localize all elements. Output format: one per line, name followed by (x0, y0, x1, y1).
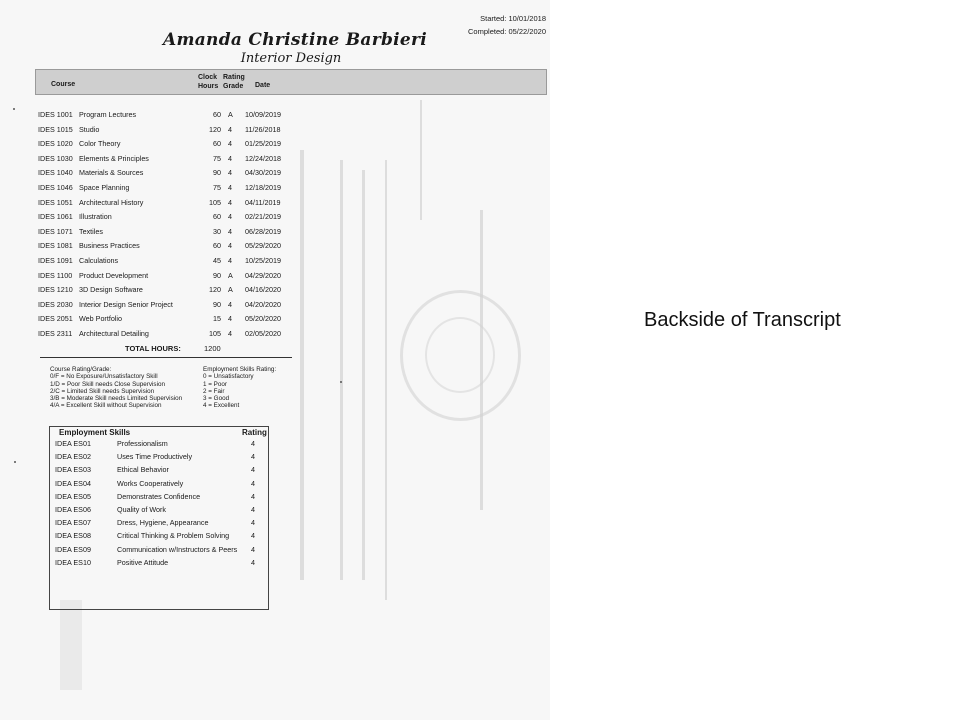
table-row (38, 125, 298, 139)
course-code: IDES 2051 (38, 314, 73, 324)
completed-date: Completed: 05/22/2020 (468, 27, 546, 36)
clock-hours: 60 (213, 212, 221, 222)
clock-hours: 75 (213, 153, 221, 163)
skill-name: Quality of Work (117, 505, 166, 514)
date-column-header: Date (255, 82, 271, 89)
skill-name: Critical Thinking & Problem Solving (117, 531, 230, 541)
bleed-through-mark (385, 160, 387, 600)
clock-hours: 90 (213, 299, 221, 309)
list-item (55, 439, 265, 452)
course-title: Elements & Principles (79, 153, 149, 163)
skill-rating: 4 (251, 439, 255, 448)
skill-name: Dress, Hygiene, Appearance (117, 518, 209, 528)
clock-hours: 75 (213, 183, 221, 192)
course-code: IDES 2311 (38, 329, 73, 338)
skill-name: Communication w/Instructors & Peers (117, 544, 238, 554)
rating-grade: 4 (228, 329, 232, 338)
completion-date: 05/20/2020 (245, 314, 281, 324)
course-title: Space Planning (79, 183, 130, 192)
skill-name: Demonstrates Confidence (117, 491, 201, 501)
skill-rating: 4 (251, 505, 255, 514)
rating-grade: 4 (228, 241, 232, 251)
course-title: Calculations (79, 256, 119, 265)
skill-code: IDEA ES02 (55, 452, 91, 462)
completion-date: 04/11/2019 (245, 197, 281, 207)
table-row (38, 154, 298, 168)
course-title: Illustration (79, 212, 112, 222)
course-code: IDES 1046 (38, 183, 73, 192)
divider (40, 357, 292, 358)
program-name: Interior Design (240, 51, 342, 66)
course-title: Color Theory (79, 139, 121, 149)
list-item (55, 505, 265, 518)
skill-code: IDEA ES06 (55, 505, 91, 514)
table-row (38, 300, 298, 314)
skill-rating: 4 (251, 544, 255, 554)
table-row (38, 110, 298, 124)
table-row (38, 212, 298, 226)
skill-rating: 4 (251, 465, 255, 475)
clock-hours: 120 (209, 285, 221, 295)
course-code: IDES 1030 (38, 153, 73, 163)
skill-code: IDEA ES09 (55, 544, 91, 554)
completion-date: 05/29/2020 (245, 241, 281, 251)
table-row (38, 241, 298, 255)
skill-rating: 4 (251, 491, 255, 501)
total-hours-label: TOTAL HOURS: (125, 344, 181, 353)
course-code: IDES 1091 (38, 256, 73, 265)
clock-hours: 120 (209, 124, 221, 134)
course-title: 3D Design Software (79, 285, 143, 295)
skill-rating: 4 (251, 531, 255, 541)
skill-code: IDEA ES05 (55, 491, 91, 501)
bleed-through-mark (300, 150, 304, 580)
clock-hours: 60 (213, 139, 221, 149)
completion-date: 04/29/2020 (245, 270, 281, 280)
bleed-through-mark (362, 170, 365, 580)
rating-grade: 4 (228, 153, 232, 163)
rating-grade: 4 (228, 256, 232, 265)
table-row (38, 285, 298, 299)
course-code: IDES 1100 (38, 270, 73, 280)
completion-date: 01/25/2019 (245, 139, 281, 149)
skill-code: IDEA ES03 (55, 465, 91, 475)
table-row (38, 183, 298, 197)
scan-speck (13, 108, 15, 110)
completion-date: 11/26/2018 (245, 124, 281, 134)
completion-date: 10/25/2019 (245, 256, 281, 265)
rating-grade: 4 (228, 212, 232, 222)
course-code: IDES 2030 (38, 299, 73, 309)
rating-grade: 4 (228, 168, 232, 178)
course-title: Architectural History (79, 197, 144, 207)
course-title: Business Practices (79, 241, 140, 251)
table-row (38, 168, 298, 182)
bleed-through-mark (60, 600, 82, 690)
skill-name: Uses Time Productively (117, 452, 193, 462)
skill-code: IDEA ES08 (55, 531, 91, 541)
course-title: Studio (79, 124, 100, 134)
clock-hours: 15 (213, 314, 221, 324)
course-column-header: Course (51, 81, 76, 88)
completion-date: 12/18/2019 (245, 183, 281, 192)
bleed-through-mark (420, 100, 422, 220)
course-code: IDES 1210 (38, 285, 73, 295)
bleed-through-mark (340, 160, 343, 580)
course-title: Materials & Sources (79, 168, 144, 178)
course-code: IDES 1051 (38, 197, 73, 207)
total-hours-value: 1200 (204, 344, 221, 353)
skill-code: IDEA ES07 (55, 518, 91, 528)
rating-grade: A (228, 110, 233, 119)
table-row (38, 329, 298, 343)
table-row (38, 139, 298, 153)
completion-date: 02/05/2020 (245, 329, 281, 338)
skill-rating: 4 (251, 478, 255, 488)
completion-date: 04/30/2019 (245, 168, 281, 178)
list-item (55, 545, 265, 558)
clock-hours: 45 (213, 256, 221, 265)
skill-rating: 4 (251, 452, 255, 462)
clock-hours: 105 (209, 197, 221, 207)
course-code: IDES 1071 (38, 226, 73, 236)
scan-speck (14, 461, 16, 463)
rating-grade: 4 (228, 139, 232, 149)
course-code: IDES 1061 (38, 212, 73, 222)
skill-rating: 4 (251, 557, 255, 567)
list-item (55, 518, 265, 531)
completion-date: 12/24/2018 (245, 153, 281, 163)
course-code: IDES 1040 (38, 168, 73, 178)
course-title: Program Lectures (79, 110, 137, 119)
course-title: Product Development (79, 270, 149, 280)
employment-rating-header: Rating (242, 428, 267, 437)
course-title: Web Portfolio (79, 314, 123, 324)
skill-name: Works Cooperatively (117, 478, 184, 488)
rating-grade: 4 (228, 183, 232, 192)
rating-grade: 4 (228, 124, 232, 134)
course-code: IDES 1015 (38, 124, 73, 134)
course-code: IDES 1020 (38, 139, 73, 149)
list-item (55, 452, 265, 465)
list-item (55, 465, 265, 478)
rating-grade-column-header: Rating Grade (223, 74, 245, 90)
table-row (38, 314, 298, 328)
bleed-through-seal (400, 290, 521, 421)
bleed-through-mark (480, 210, 483, 510)
employment-rating-legend: Employment Skills Rating: 0 = Unsatisfactory 1 = Poor 2 = Fair 3 = Good 4 = Excellent (203, 366, 277, 410)
course-code: IDES 1081 (38, 241, 73, 251)
skill-code: IDEA ES10 (55, 557, 91, 567)
skill-name: Professionalism (117, 439, 168, 448)
clock-hours: 60 (213, 241, 221, 251)
clock-hours: 90 (213, 270, 221, 280)
completion-date: 04/20/2020 (245, 299, 281, 309)
list-item (55, 531, 265, 544)
clock-hours: 90 (213, 168, 221, 178)
completion-date: 04/16/2020 (245, 285, 281, 295)
skill-code: IDEA ES04 (55, 478, 91, 488)
clock-hours-column-header: Clock Hours (198, 74, 219, 90)
course-code: IDES 1001 (38, 110, 73, 119)
scan-speck (340, 381, 342, 383)
course-table-header (35, 69, 547, 95)
rating-grade: 4 (228, 314, 232, 324)
clock-hours: 105 (209, 329, 221, 338)
list-item (55, 479, 265, 492)
started-date: Started: 10/01/2018 (480, 14, 546, 23)
skill-name: Ethical Behavior (117, 465, 169, 475)
slide-caption: Backside of Transcript (644, 309, 841, 331)
skill-name: Positive Attitude (117, 557, 169, 567)
rating-grade: 4 (228, 197, 232, 207)
course-rating-legend: Course Rating/Grade: 0/F = No Exposure/Unsatisfactory Skill 1/D = Poor Skill needs Close Supervision 2/C = Limited Skill needs Supervision 3/B = Moderate Skill needs Limited Supervision 4/A = Excellent Skill without Supervision (50, 366, 183, 410)
list-item (55, 492, 265, 505)
table-row (38, 256, 298, 270)
completion-date: 06/28/2019 (245, 226, 281, 236)
student-name: Amanda Christine Barbieri (162, 30, 428, 50)
table-row (38, 227, 298, 241)
rating-grade: 4 (228, 299, 232, 309)
completion-date: 02/21/2019 (245, 212, 281, 222)
course-title: Textiles (79, 226, 103, 236)
course-title: Architectural Detailing (79, 329, 149, 338)
table-row (38, 271, 298, 285)
table-row (38, 198, 298, 212)
clock-hours: 60 (213, 110, 221, 119)
rating-grade: A (228, 285, 233, 295)
employment-skills-title: Employment Skills (59, 428, 131, 437)
course-title: Interior Design Senior Project (79, 299, 173, 309)
completion-date: 10/09/2019 (245, 110, 281, 119)
list-item (55, 558, 265, 571)
rating-grade: 4 (228, 226, 232, 236)
clock-hours: 30 (213, 226, 221, 236)
skill-code: IDEA ES01 (55, 439, 91, 448)
rating-grade: A (228, 270, 233, 280)
skill-rating: 4 (251, 518, 255, 528)
